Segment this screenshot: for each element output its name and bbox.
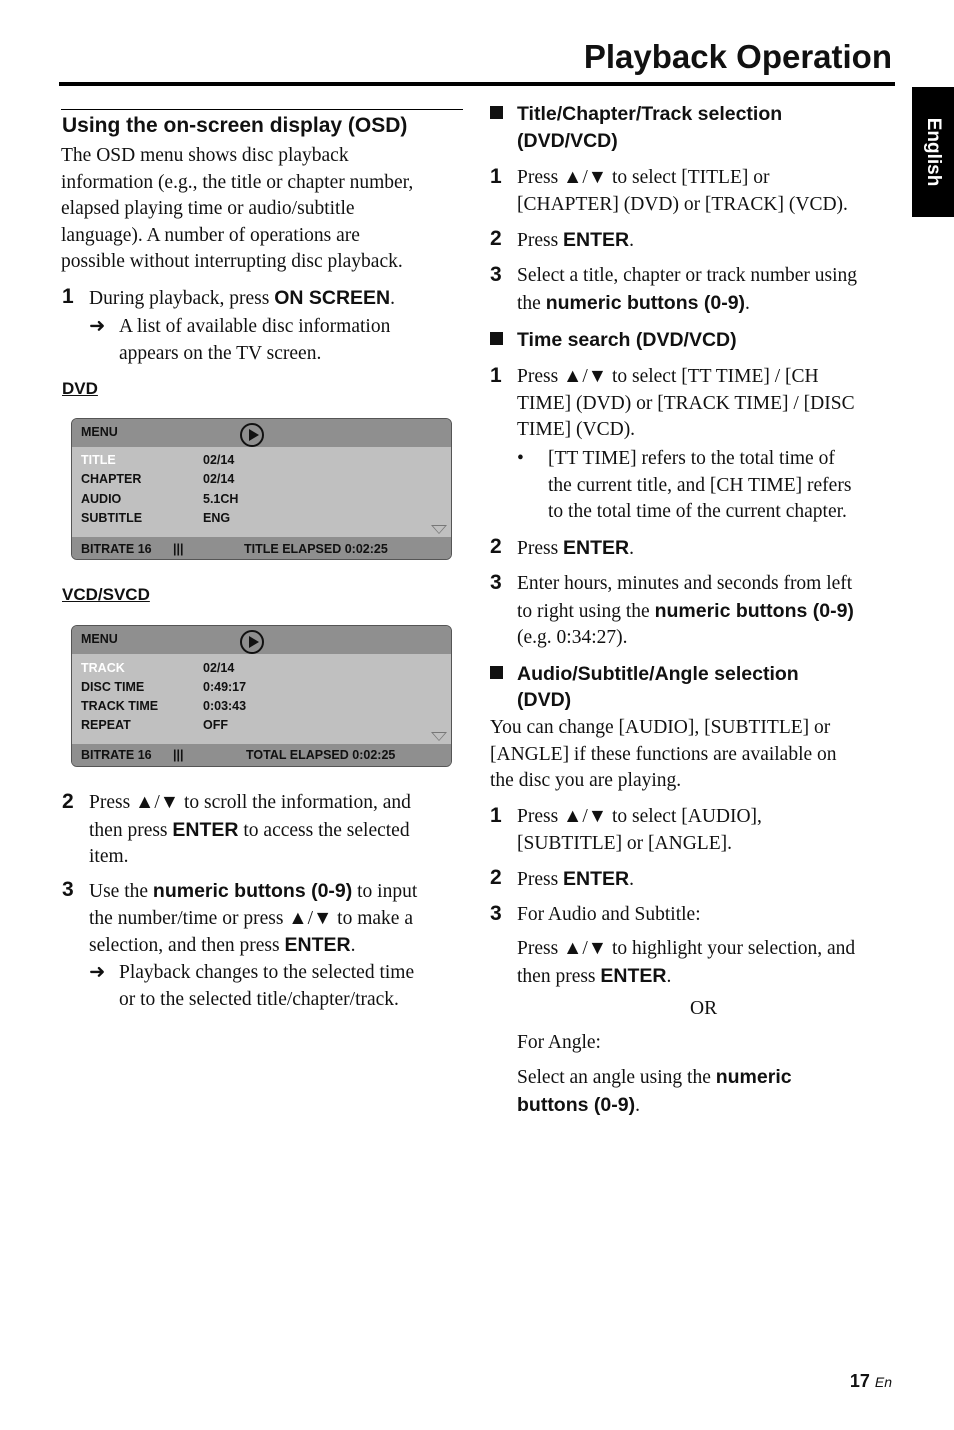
osd-row-value: OFF — [203, 718, 228, 732]
osd-row-label: REPEAT — [81, 718, 131, 732]
section-rule — [61, 109, 463, 110]
step-line — [89, 817, 411, 845]
step-number: 3 — [490, 263, 502, 286]
step-number: 2 — [490, 227, 502, 250]
step-text: Press — [517, 230, 564, 251]
section-title — [490, 101, 782, 128]
step-line — [89, 932, 417, 960]
result-line: appears on the TV screen. — [119, 342, 322, 364]
step-text: . — [745, 292, 750, 314]
bullet-line: [TT TIME] refers to the total time of — [548, 448, 835, 469]
section-title-text: Audio/Subtitle/Angle selection — [517, 663, 799, 685]
step-text: to access the selected — [238, 819, 410, 841]
numeric-buttons-name: numeric buttons (0-9) — [545, 291, 746, 314]
on-screen-button-name: ON SCREEN — [274, 287, 391, 309]
enter-button-name: ENTER — [563, 229, 630, 251]
step-text: to input — [352, 881, 418, 902]
vcd-label: VCD/SVCD — [62, 585, 150, 604]
step-text: then press — [89, 819, 173, 841]
osd-row-value: 02/14 — [203, 661, 235, 675]
osd-row-value: 0:49:17 — [203, 680, 247, 694]
step-line — [517, 290, 857, 318]
numeric-buttons-name: numeric — [715, 1066, 792, 1088]
step-line: (e.g. 0:34:27). — [517, 627, 628, 648]
or-divider: OR — [690, 998, 718, 1019]
step-text — [517, 866, 634, 894]
step-text: . — [629, 230, 635, 251]
step-line: Press ▲/▼ to highlight your selection, and — [517, 938, 856, 959]
page-title: Playback Operation — [583, 38, 892, 75]
step-text: the — [517, 292, 546, 314]
step-text — [517, 571, 854, 652]
step-number: 3 — [62, 878, 74, 901]
osd-elapsed: TOTAL ELAPSED 0:02:25 — [246, 748, 396, 762]
osd-elapsed: TITLE ELAPSED 0:02:25 — [244, 542, 388, 556]
step3-text — [89, 878, 417, 960]
language-tab — [912, 87, 954, 217]
step-text: . — [635, 1094, 640, 1116]
intro-line: The OSD menu shows disc playback — [61, 145, 349, 166]
osd-row-value: 02/14 — [203, 472, 235, 486]
step-text — [517, 263, 857, 317]
step-text: selection, and then press — [89, 935, 285, 956]
enter-button-name: ENTER — [563, 537, 630, 559]
step1-result — [119, 314, 390, 367]
step-text: Press — [517, 538, 564, 559]
intro-line: [ANGLE] if these functions are available on — [490, 743, 837, 765]
step-line: Select a title, chapter or track number using — [517, 265, 858, 286]
bullet-line: the current title, and [CH TIME] refers — [548, 474, 852, 496]
section-title — [490, 327, 737, 354]
osd-row-value: 5.1CH — [203, 492, 239, 506]
step-text: . — [350, 935, 356, 956]
step-line — [517, 598, 854, 626]
step-line: [SUBTITLE] or [ANGLE]. — [517, 832, 732, 854]
result-line: Playback changes to the selected time — [119, 962, 415, 983]
step-line — [517, 1064, 792, 1092]
step-text: . — [629, 869, 635, 890]
step-number: 2 — [62, 790, 74, 813]
angle-text — [517, 1064, 792, 1119]
osd-row-label: TRACK — [81, 661, 125, 675]
step-text: Select an angle using the — [517, 1067, 716, 1088]
intro-line: language). A number of operations are — [61, 224, 360, 246]
enter-button-name: ENTER — [600, 964, 667, 987]
step-text: then press — [517, 965, 601, 987]
osd-row-value: ENG — [203, 511, 231, 525]
step-number: 3 — [490, 571, 502, 594]
step3-result — [119, 960, 414, 1013]
step-text: . — [666, 965, 672, 987]
osd-row-label: TITLE — [81, 453, 116, 467]
step-number: 1 — [490, 364, 502, 387]
play-icon — [240, 423, 264, 447]
section-intro — [490, 715, 837, 795]
step-line: TIME] (DVD) or [TRACK TIME] / [DISC — [517, 392, 855, 414]
step-number: 2 — [490, 866, 502, 889]
step-sub-text — [517, 936, 855, 990]
page-number-value: 17 — [849, 1371, 870, 1391]
osd-row-label: SUBTITLE — [81, 511, 143, 525]
page-number — [850, 1371, 892, 1392]
step-line: Enter hours, minutes and seconds from left — [517, 573, 853, 594]
dvd-label: DVD — [62, 379, 98, 398]
page-language: En — [874, 1374, 892, 1390]
section-title-text: Time search (DVD/VCD) — [517, 329, 737, 351]
numeric-buttons-name: numeric buttons (0-9) — [152, 880, 353, 902]
step-number: 3 — [490, 902, 502, 925]
step-text: Press — [517, 869, 564, 890]
step-line: [CHAPTER] (DVD) or [TRACK] (VCD). — [517, 193, 848, 215]
section-title-line2: (DVD) — [517, 689, 572, 711]
step-line: item. — [89, 846, 129, 867]
scroll-down-icon — [431, 732, 447, 741]
arrow-icon: ➜ — [89, 962, 106, 983]
step-text: . — [629, 538, 635, 559]
osd-intro — [61, 143, 413, 276]
bullet-line: to the total time of the current chapter. — [548, 501, 847, 522]
step-text — [517, 535, 634, 563]
section-title-line2: (DVD/VCD) — [517, 130, 618, 152]
vcd-osd-screen — [71, 625, 452, 767]
step-number: 1 — [62, 285, 74, 308]
osd-row-value: 0:03:43 — [203, 699, 247, 713]
arrow-icon: ➜ — [89, 316, 106, 337]
result-line: or to the selected title/chapter/track. — [119, 988, 399, 1010]
bullet-icon: • — [517, 448, 524, 469]
intro-line: the disc you are playing. — [490, 770, 682, 791]
osd-menu-label: MENU — [81, 425, 118, 439]
bitrate-bars-icon: ||| — [173, 542, 184, 556]
language-tab-label: English — [923, 117, 944, 187]
square-bullet-icon — [490, 106, 503, 119]
header-rule — [59, 82, 895, 86]
osd-menu-label: MENU — [81, 632, 118, 646]
osd-row-label: CHAPTER — [81, 472, 142, 486]
numeric-buttons-name: numeric buttons (0-9) — [654, 599, 854, 622]
enter-button-name: ENTER — [284, 934, 351, 956]
step1-text — [89, 285, 395, 313]
step-number: 1 — [490, 804, 502, 827]
osd-row-label: AUDIO — [81, 492, 122, 506]
step-line — [517, 963, 855, 991]
step-number: 2 — [490, 535, 502, 558]
step-text — [517, 364, 855, 444]
bitrate-bars-icon: ||| — [173, 748, 184, 762]
step-line — [89, 878, 417, 906]
section-title — [490, 661, 799, 688]
step-text: Use the — [89, 881, 153, 902]
dvd-osd-screen — [71, 418, 452, 560]
intro-line: information (e.g., the title or chapter number, — [61, 171, 414, 193]
play-icon — [240, 630, 264, 654]
enter-button-name: ENTER — [563, 868, 630, 890]
osd-row-value: 02/14 — [203, 453, 235, 467]
step-line: Press ▲/▼ to select [AUDIO], — [517, 806, 762, 827]
step-text — [517, 165, 848, 218]
square-bullet-icon — [490, 332, 503, 345]
step-line: TIME] (VCD). — [517, 419, 636, 440]
step-line — [517, 1092, 792, 1120]
bullet-text — [548, 446, 851, 526]
section-title-text: Title/Chapter/Track selection — [517, 103, 783, 125]
square-bullet-icon — [490, 666, 503, 679]
step-number: 1 — [490, 165, 502, 188]
intro-line: You can change [AUDIO], [SUBTITLE] or — [490, 717, 831, 738]
step-text: . — [390, 288, 396, 309]
step-text — [517, 227, 634, 255]
osd-bitrate: BITRATE 16 — [81, 542, 152, 556]
osd-row-label: TRACK TIME — [81, 699, 159, 713]
step2-text — [89, 790, 411, 871]
step-line: Press ▲/▼ to select [TT TIME] / [CH — [517, 366, 819, 387]
step-line: the number/time or press ▲/▼ to make a — [89, 907, 413, 929]
result-line: A list of available disc information — [119, 316, 391, 337]
step-line: Press ▲/▼ to select [TITLE] or — [517, 167, 770, 188]
step-line: Press ▲/▼ to scroll the information, and — [89, 792, 411, 813]
numeric-buttons-name: buttons (0-9) — [517, 1093, 636, 1116]
scroll-down-icon — [431, 525, 447, 534]
angle-heading: For Angle: — [517, 1032, 601, 1053]
intro-line: possible without interrupting disc playback. — [61, 251, 403, 272]
osd-bitrate: BITRATE 16 — [81, 748, 152, 762]
step-text — [517, 804, 762, 857]
intro-line: elapsed playing time or audio/subtitle — [61, 198, 355, 219]
step-text: During playback, press — [89, 288, 275, 309]
enter-button-name: ENTER — [172, 818, 239, 841]
osd-heading: Using the on-screen display (OSD) — [62, 114, 408, 137]
osd-row-label: DISC TIME — [81, 680, 145, 694]
step-text: For Audio and Subtitle: — [517, 904, 701, 925]
step-text: to right using the — [517, 600, 655, 622]
